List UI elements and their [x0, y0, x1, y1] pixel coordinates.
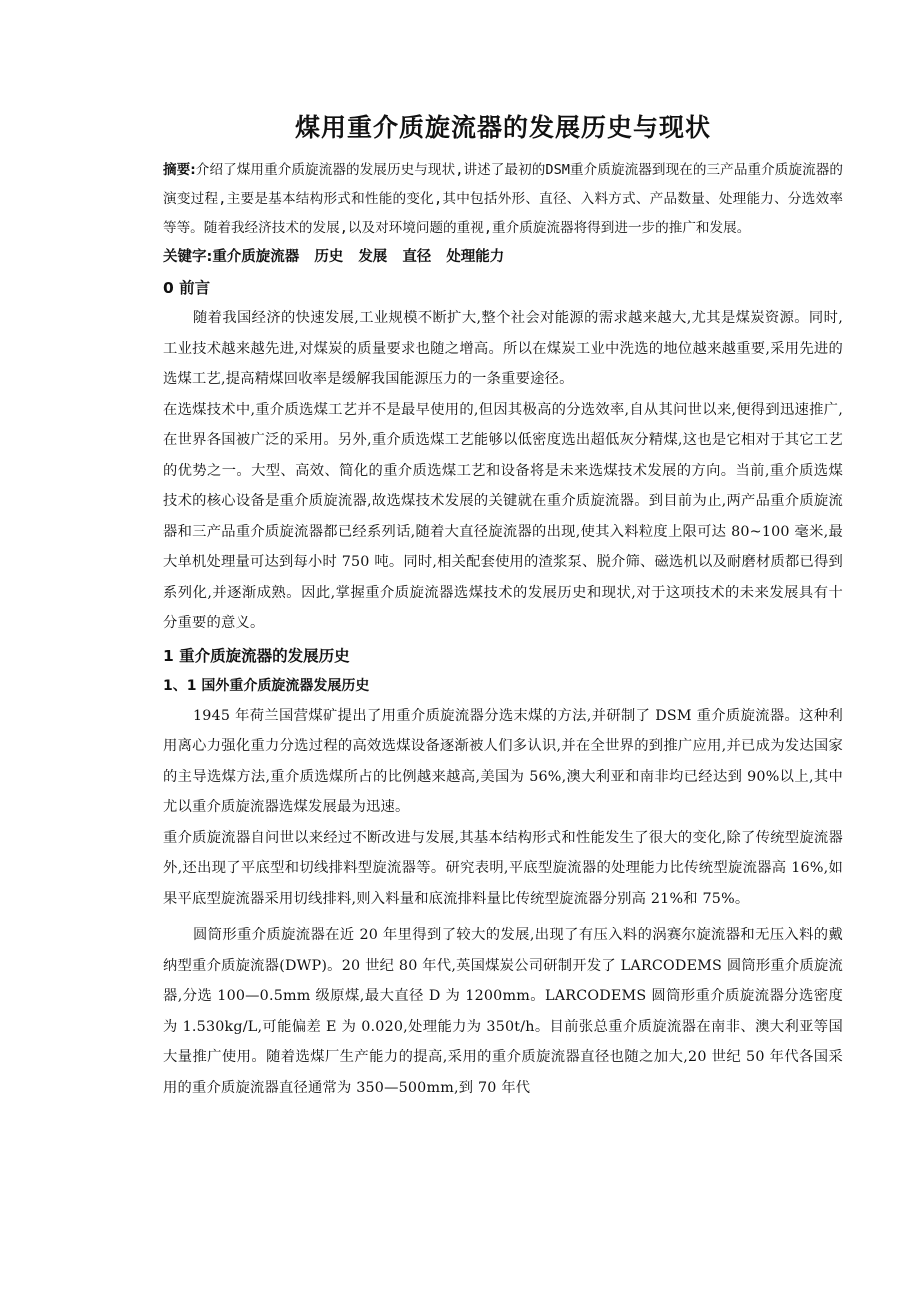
paragraph: 1945 年荷兰国营煤矿提出了用重介质旋流器分选末煤的方法,并研制了 DSM 重介质旋流器。这种利用离心力强化重力分选过程的高效选煤设备逐渐被人们多认识,并在全世界的到推广应用,并已成为发达国家的主导选煤方法,重介质选煤所占的比例越来越高,美国为 56%,澳大利亚和南非均已经达到 90%以上,其中尤以重介质旋流器选煤发展最为迅速。	[163, 707, 843, 815]
keyword: 重介质旋流器	[212, 249, 300, 265]
keyword: 历史	[314, 249, 344, 265]
document-title: 煤用重介质旋流器的发展历史与现状	[294, 113, 711, 142]
section-heading-intro: 0 前言	[163, 279, 211, 297]
keyword: 发展	[358, 249, 388, 265]
abstract-text: 介绍了煤用重介质旋流器的发展历史与现状,讲述了最初的DSM重介质旋流器到现在的三产品重介质旋流器的演变过程,主要是基本结构形式和性能的变化,其中包括外形、直径、入料方式、产品数量、处理能力、分选效率等等。随着我经济技术的发展,以及对环境问题的重视,重介质旋流器将得到进一步的推广和发展。	[163, 162, 844, 236]
paragraph: 圆筒形重介质旋流器在近 20 年里得到了较大的发展,出现了有压入料的涡赛尔旋流器和无压入料的戴纳型重介质旋流器(DWP)。20 世纪 80 年代,英国煤炭公司研制开发了 LARCODEMS 圆筒形重介质旋流器,分选 100—0.5mm 级原煤,最大直径 D 为 1200mm。LARCODEMS 圆筒形重介质旋流器分选密度为 1.530kg/L,可能偏差 E 为 0.020,处理能力为 350t/h。目前张总重介质旋流器在南非、澳大利亚等国大量推广使用。随着选煤厂生产能力的提高,采用的重介质旋流器直径也随之加大,20 世纪 50 年代各国采用的重介质旋流器直径通常为 350—500mm,到 70 年代	[163, 927, 843, 1096]
keyword: 直径	[402, 249, 432, 265]
document-body	[163, 108, 843, 1103]
paragraph: 在选煤技术中,重介质选煤工艺并不是最早使用的,但因其极高的分选效率,自从其问世以来,便得到迅速推广,在世界各国被广泛的采用。另外,重介质选煤工艺能够以低密度选出超低灰分精煤,这也是它相对于其它工艺的优势之一。大型、高效、简化的重介质选煤工艺和设备将是未来选煤技术发展的方向。当前,重介质选煤技术的核心设备是重介质旋流器,故选煤技术发展的关键就在重介质旋流器。到目前为止,两产品重介质旋流器和三产品重介质旋流器都已经系列话,随着大直径旋流器的出现,使其入料粒度上限可达 80~100 毫米,最大单机处理量可达到每小时 750 吨。同时,相关配套使用的渣浆泵、脱介筛、磁选机以及耐磨材质都已得到系列化,并逐渐成熟。因此,掌握重介质旋流器选煤技术的发展历史和现状,对于这项技术的未来发展具有十分重要的意义。	[163, 401, 843, 631]
abstract-label: 摘要:	[163, 162, 196, 178]
subsection-heading-foreign: 1、1 国外重介质旋流器发展历史	[163, 677, 370, 694]
keywords-label: 关键字:	[163, 249, 213, 265]
section-heading-history: 1 重介质旋流器的发展历史	[163, 646, 350, 665]
paragraph: 随着我国经济的快速发展,工业规模不断扩大,整个社会对能源的需求越来越大,尤其是煤炭资源。同时,工业技术越来越先进,对煤炭的质量要求也随之增高。所以在煤炭工业中洗选的地位越来越重要,采用先进的选煤工艺,提高精煤回收率是缓解我国能源压力的一条重要途径。	[163, 310, 843, 387]
keywords	[163, 243, 843, 271]
abstract	[163, 156, 843, 243]
paragraph: 重介质旋流器自问世以来经过不断改进与发展,其基本结构形式和性能发生了很大的变化,除了传统型旋流器外,还出现了平底型和切线排料型旋流器等。研究表明,平底型旋流器的处理能力比传统型旋流器高 16%,如果平底型旋流器采用切线排料,则入料量和底流排料量比传统型旋流器分别高 21%和 75%。	[163, 829, 843, 907]
keyword: 处理能力	[446, 249, 505, 265]
